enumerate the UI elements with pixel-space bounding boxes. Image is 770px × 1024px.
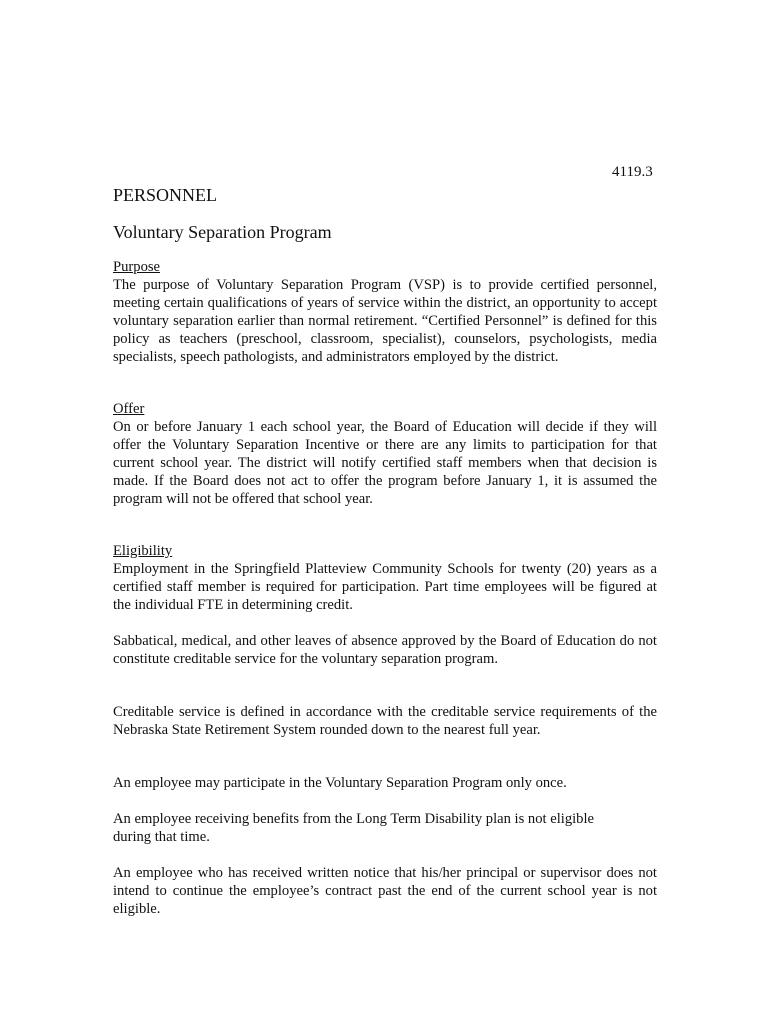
purpose-section xyxy=(113,258,657,366)
section-title: PERSONNEL xyxy=(113,185,218,205)
eligibility-heading: Eligibility xyxy=(113,543,173,559)
creditable-service-paragraph: Creditable service is defined in accordance with the creditable service requirements of the Nebraska State Retirement System rounded down to the nearest full year. xyxy=(113,704,657,738)
participation-once-paragraph: An employee may participate in the Voluntary Separation Program only once. xyxy=(113,775,567,791)
policy-number: 4119.3 xyxy=(612,164,653,180)
non-renewal-paragraph: An employee who has received written notice that his/her principal or supervisor does not intend to continue the employee’s contract past the end of the current school year is not eligible. xyxy=(113,865,657,917)
offer-text: On or before January 1 each school year, the Board of Education will decide if they will offer the Voluntary Separation Incentive or there are any limits to participation for that current school year. The district will notify certified staff members when that decision is made. If the Board does not act to offer the program before January 1, it is assumed the program will not be offered that school year. xyxy=(113,419,657,507)
leaves-paragraph: Sabbatical, medical, and other leaves of absence approved by the Board of Education do not constitute creditable service for the voluntary separation program. xyxy=(113,633,657,667)
purpose-heading: Purpose xyxy=(113,259,161,275)
document-title: Voluntary Separation Program xyxy=(113,222,332,242)
eligibility-section xyxy=(113,542,657,614)
offer-heading: Offer xyxy=(113,401,145,417)
eligibility-text: Employment in the Springfield Platteview Community Schools for twenty (20) years as a certified staff member is required for participation. Part time employees will be figured at the individual FTE in determining credit. xyxy=(113,561,657,613)
disability-paragraph: An employee receiving benefits from the Long Term Disability plan is not eligible during that time. xyxy=(113,811,594,845)
offer-section xyxy=(113,400,657,508)
purpose-text: The purpose of Voluntary Separation Program (VSP) is to provide certified personnel, meeting certain qualifications of years of service within the district, an opportunity to accept voluntary separation earlier than normal retirement. “Certified Personnel” is defined for this policy as teachers (preschool, classroom, specialist), counselors, psychologists, media specialists, speech pathologists, and administrators employed by the district. xyxy=(113,277,657,365)
